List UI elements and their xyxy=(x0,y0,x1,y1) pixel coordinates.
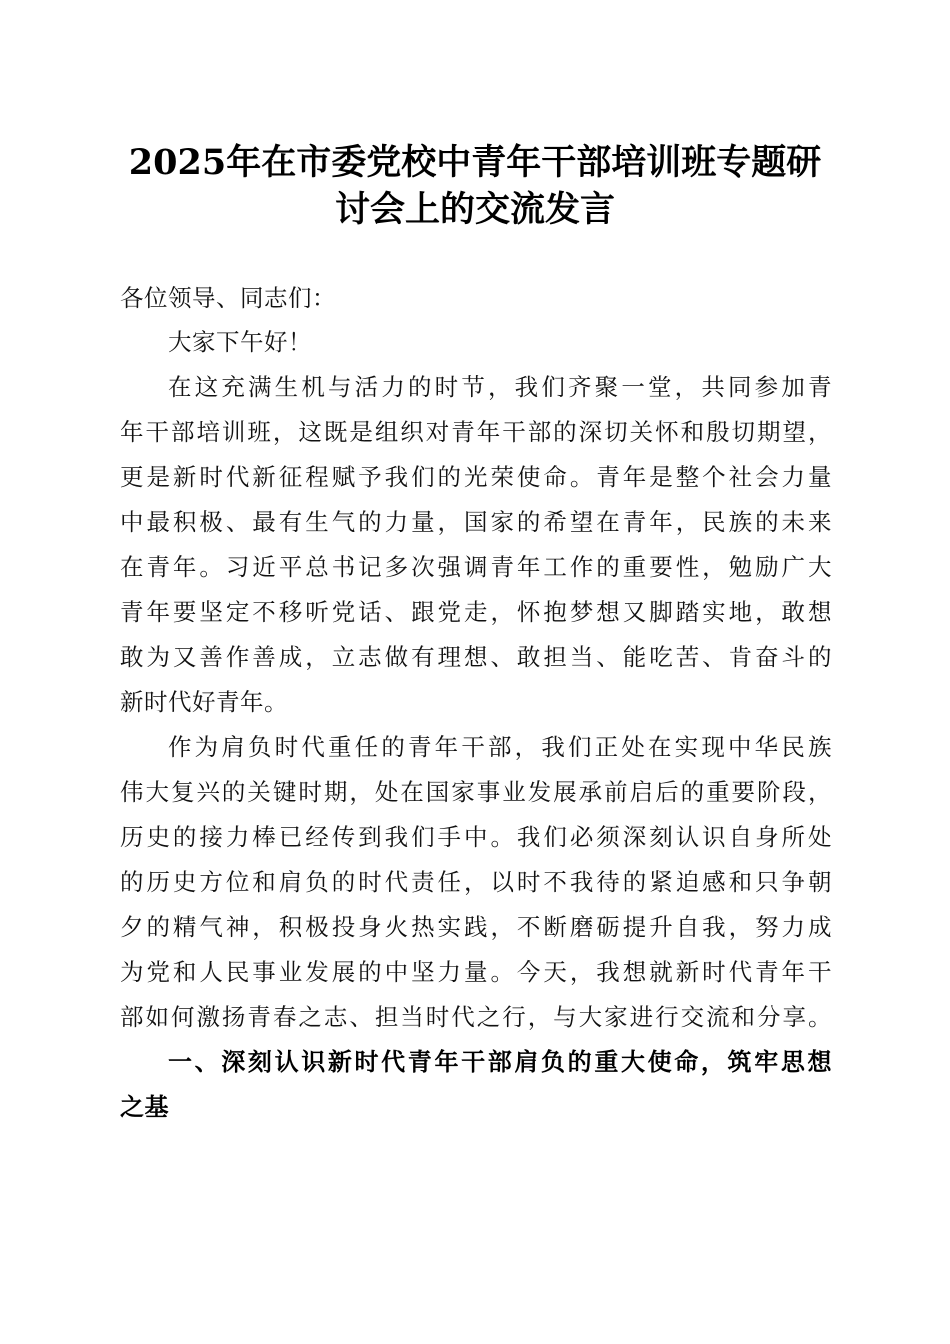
paragraph-line: 部如何激扬青春之志、担当时代之行，与大家进行交流和分享。 xyxy=(120,1003,832,1031)
document-title-line-1: 2025年在市委党校中青年干部培训班专题研 xyxy=(128,142,822,183)
paragraph-line: 在青年。习近平总书记多次强调青年工作的重要性，勉励广大 xyxy=(120,553,832,581)
salutation: 各位领导、同志们： xyxy=(120,284,336,312)
heading-line: 之基 xyxy=(120,1093,169,1121)
paragraph-line: 年干部培训班，这既是组织对青年干部的深切关怀和殷切期望， xyxy=(120,418,832,446)
paragraph-line: 夕的精气神，积极投身火热实践，不断磨砺提升自我，努力成 xyxy=(120,913,832,941)
paragraph-line: 历史的接力棒已经传到我们手中。我们必须深刻认识自身所处 xyxy=(120,823,832,851)
paragraph-line: 的历史方位和肩负的时代责任，以时不我待的紧迫感和只争朝 xyxy=(120,868,832,896)
paragraph-line: 中最积极、最有生气的力量，国家的希望在青年，民族的未来 xyxy=(120,508,832,536)
paragraph-line: 新时代好青年。 xyxy=(120,688,288,716)
document-title-line-2: 讨会上的交流发言 xyxy=(334,189,615,230)
paragraph-line: 更是新时代新征程赋予我们的光荣使命。青年是整个社会力量 xyxy=(120,463,832,491)
paragraph-line: 作为肩负时代重任的青年干部，我们正处在实现中华民族 xyxy=(168,733,832,761)
paragraph-line: 敢为又善作善成，立志做有理想、敢担当、能吃苦、肯奋斗的 xyxy=(120,643,832,671)
paragraph-line: 伟大复兴的关键时期，处在国家事业发展承前启后的重要阶段， xyxy=(120,778,832,806)
paragraph-line: 青年要坚定不移听党话、跟党走，怀抱梦想又脚踏实地，敢想 xyxy=(120,598,832,626)
heading-line: 一、深刻认识新时代青年干部肩负的重大使命，筑牢思想 xyxy=(168,1048,832,1076)
greeting: 大家下午好！ xyxy=(168,328,312,356)
paragraph-line: 为党和人民事业发展的中坚力量。今天，我想就新时代青年干 xyxy=(120,958,832,986)
paragraph-line: 在这充满生机与活力的时节，我们齐聚一堂，共同参加青 xyxy=(168,373,832,401)
